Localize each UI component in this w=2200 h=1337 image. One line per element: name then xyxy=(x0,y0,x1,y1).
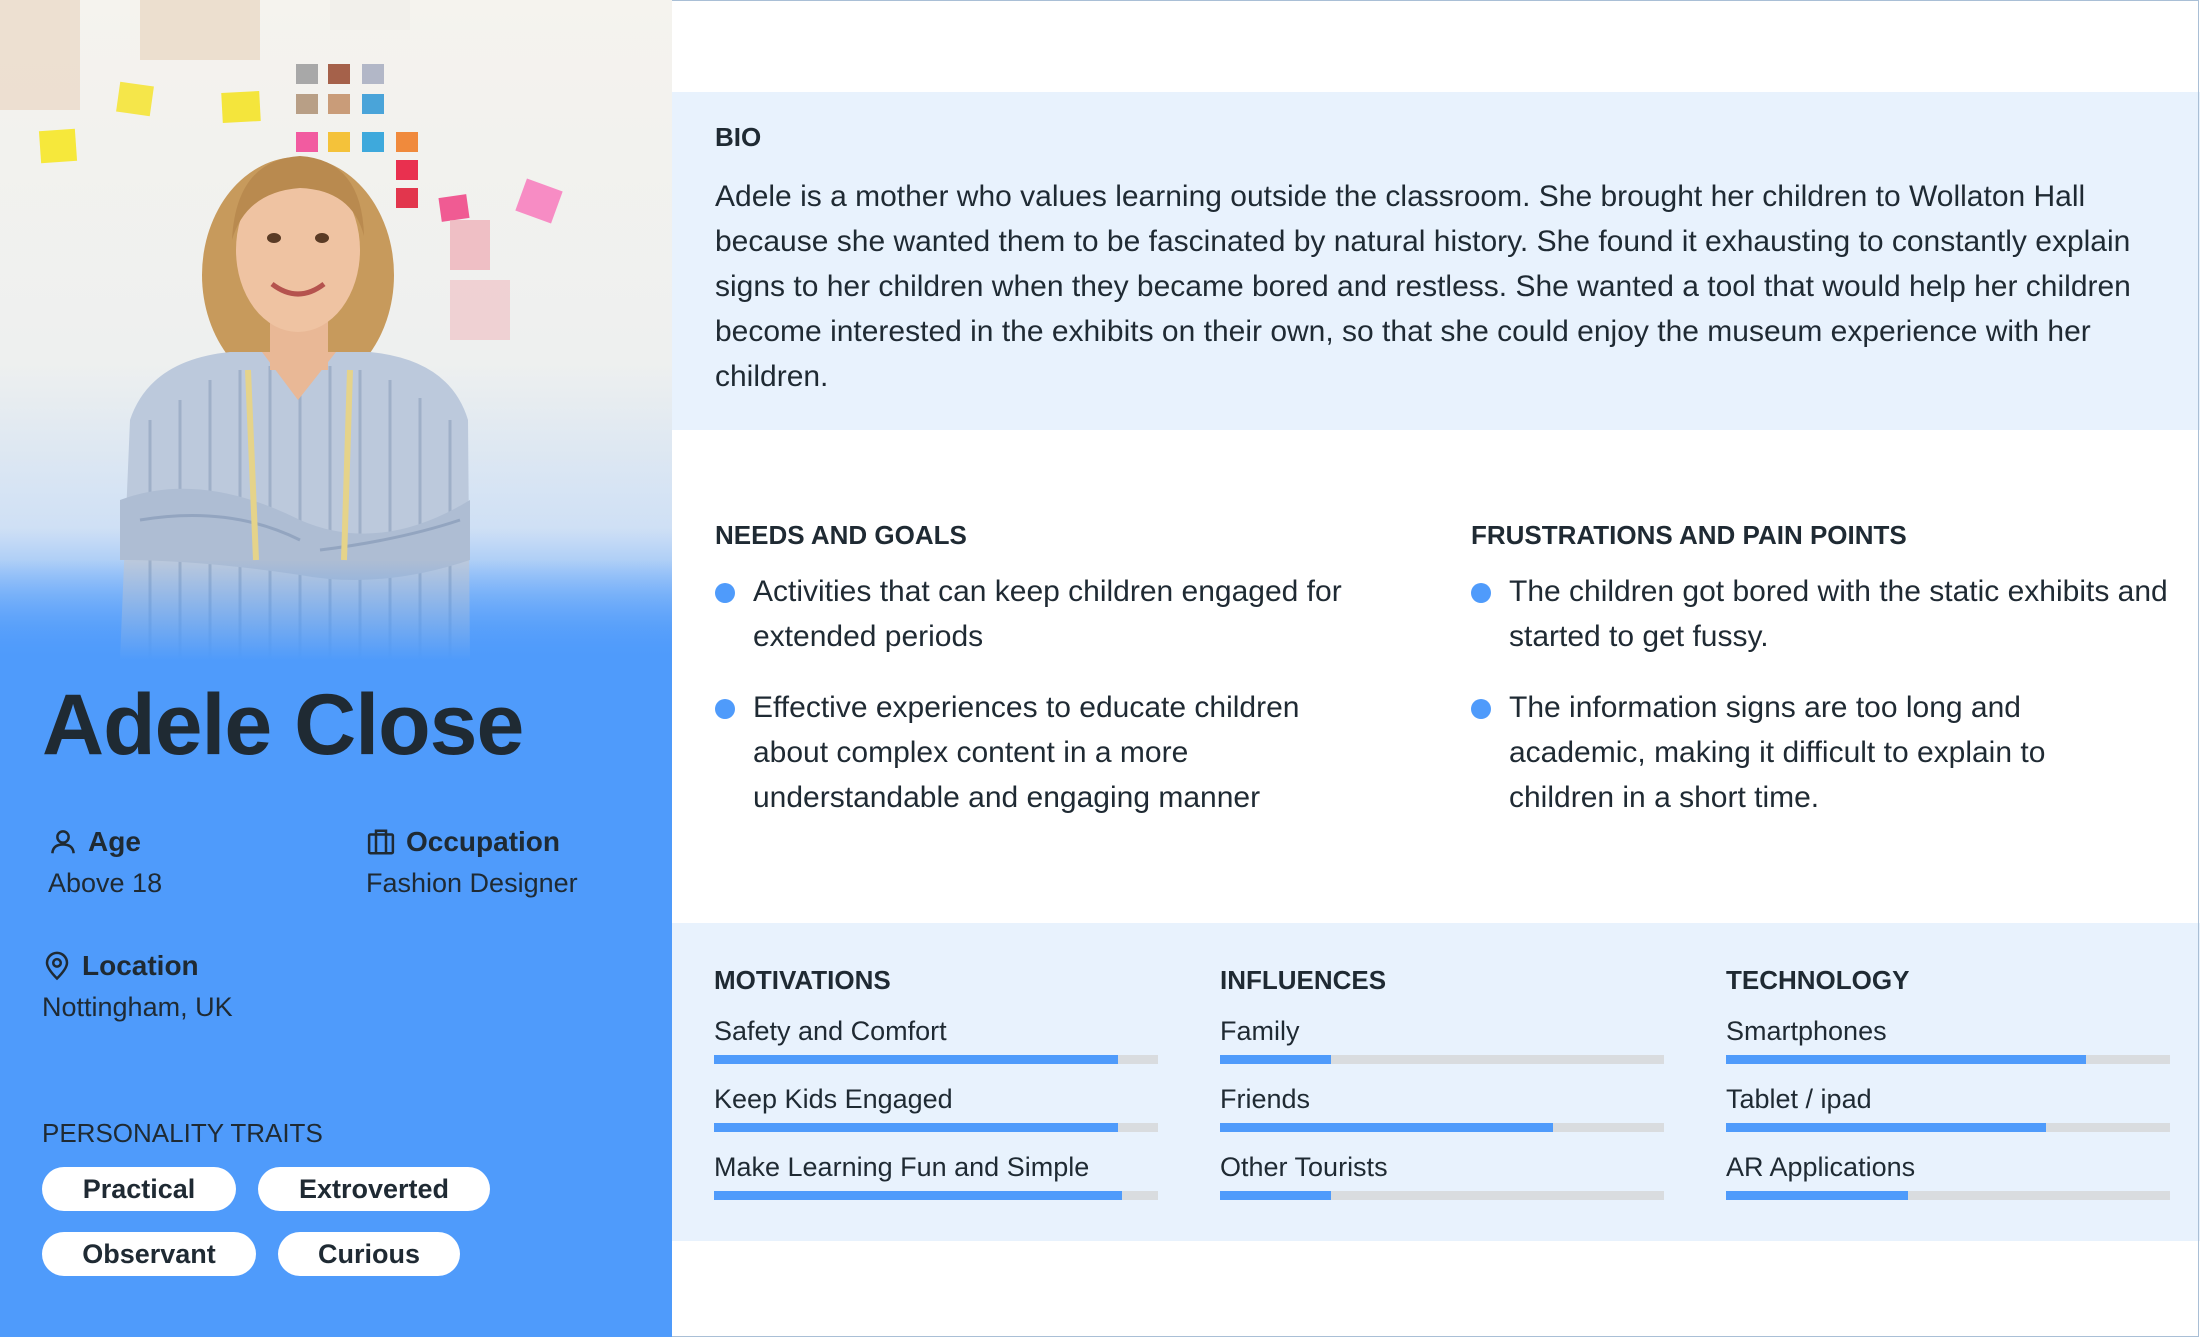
list-item: Effective experiences to educate children about complex content in a more understandable and engaging manner xyxy=(715,685,1343,820)
bar-fill xyxy=(1220,1123,1553,1132)
location-value: Nottingham, UK xyxy=(42,992,233,1022)
location-info xyxy=(42,950,233,1023)
needs-goals-list xyxy=(715,569,1395,820)
frustrations-title: FRUSTRATIONS AND PAIN POINTS xyxy=(1471,520,1907,550)
bar-track xyxy=(1726,1191,2170,1200)
frustrations-section xyxy=(1471,520,2168,846)
bar-item xyxy=(1726,1016,2170,1064)
bar-item xyxy=(1726,1152,2170,1200)
bar-fill xyxy=(1726,1123,2046,1132)
influences-column xyxy=(1220,965,1664,1220)
needs-goals-title: NEEDS AND GOALS xyxy=(715,520,967,550)
bar-label: Family xyxy=(1220,1016,1300,1046)
occupation-info xyxy=(366,826,578,899)
bar-track xyxy=(1220,1055,1664,1064)
list-item: Activities that can keep children engaged for extended periods xyxy=(715,569,1393,659)
bar-fill xyxy=(1220,1191,1331,1200)
bar-fill xyxy=(1726,1055,2086,1064)
ratings-section xyxy=(672,923,2200,1241)
bio-title: BIO xyxy=(715,122,762,152)
user-icon xyxy=(48,827,78,857)
bar-label: Safety and Comfort xyxy=(714,1016,947,1046)
frustrations-list xyxy=(1471,569,2168,820)
persona-name: Adele Close xyxy=(42,677,524,773)
bar-fill xyxy=(714,1123,1118,1132)
profile-panel xyxy=(0,0,672,1337)
occupation-value: Fashion Designer xyxy=(366,868,578,898)
influences-title: INFLUENCES xyxy=(1220,965,1387,995)
bar-fill xyxy=(1220,1055,1331,1064)
bar-label: Keep Kids Engaged xyxy=(714,1084,953,1114)
trait-pill: Extroverted xyxy=(258,1167,490,1211)
bar-track xyxy=(1220,1191,1664,1200)
bar-fill xyxy=(714,1191,1122,1200)
bar-item xyxy=(714,1084,1158,1132)
bar-label: Make Learning Fun and Simple xyxy=(714,1152,1090,1182)
trait-pill: Observant xyxy=(42,1232,256,1276)
technology-column xyxy=(1726,965,2170,1220)
needs-goals-section xyxy=(715,520,1395,846)
location-label: Location xyxy=(82,950,199,981)
bar-item xyxy=(1220,1152,1664,1200)
bar-track xyxy=(1726,1055,2170,1064)
list-item: The children got bored with the static exhibits and started to get fussy. xyxy=(1471,569,2169,659)
bar-item xyxy=(1220,1016,1664,1064)
bar-track xyxy=(714,1055,1158,1064)
age-value: Above 18 xyxy=(48,868,163,898)
bio-section xyxy=(672,92,2200,430)
bar-fill xyxy=(714,1055,1118,1064)
occupation-label: Occupation xyxy=(406,826,561,857)
trait-pill: Curious xyxy=(278,1232,460,1276)
bar-item xyxy=(714,1016,1158,1064)
person-illustration xyxy=(0,0,672,660)
profile-photo xyxy=(0,0,672,660)
trait-pill: Practical xyxy=(42,1167,236,1211)
technology-title: TECHNOLOGY xyxy=(1726,965,1910,995)
bio-text: Adele is a mother who values learning outside the classroom. She brought her children to Wollaton Hall because she wanted them to be fascinated by natural history. She found it exhausting to constantly explain signs to her children when they became bored and restless. She wanted a tool that would help her children become interested in the exhibits on their own, so that she could enjoy the museum experience with her children. xyxy=(715,180,2131,393)
motivations-column xyxy=(714,965,1158,1220)
list-item: The information signs are too long and academic, making it difficult to explain to children in a short time. xyxy=(1471,685,2109,820)
age-label: Age xyxy=(88,826,141,857)
bar-label: Tablet / ipad xyxy=(1726,1084,1872,1114)
bar-label: Friends xyxy=(1220,1084,1311,1114)
bar-label: AR Applications xyxy=(1726,1152,1916,1182)
age-info xyxy=(48,826,162,899)
bar-track xyxy=(714,1191,1158,1200)
motivations-title: MOTIVATIONS xyxy=(714,965,891,995)
bar-track xyxy=(714,1123,1158,1132)
map-pin-icon xyxy=(42,951,72,981)
personality-traits-title: PERSONALITY TRAITS xyxy=(42,1118,323,1148)
bar-item xyxy=(1726,1084,2170,1132)
bar-label: Smartphones xyxy=(1726,1016,1887,1046)
bar-track xyxy=(1220,1123,1664,1132)
bar-track xyxy=(1726,1123,2170,1132)
bar-item xyxy=(714,1152,1158,1200)
bar-item xyxy=(1220,1084,1664,1132)
briefcase-icon xyxy=(366,827,396,857)
bar-fill xyxy=(1726,1191,1908,1200)
bar-label: Other Tourists xyxy=(1220,1152,1388,1182)
